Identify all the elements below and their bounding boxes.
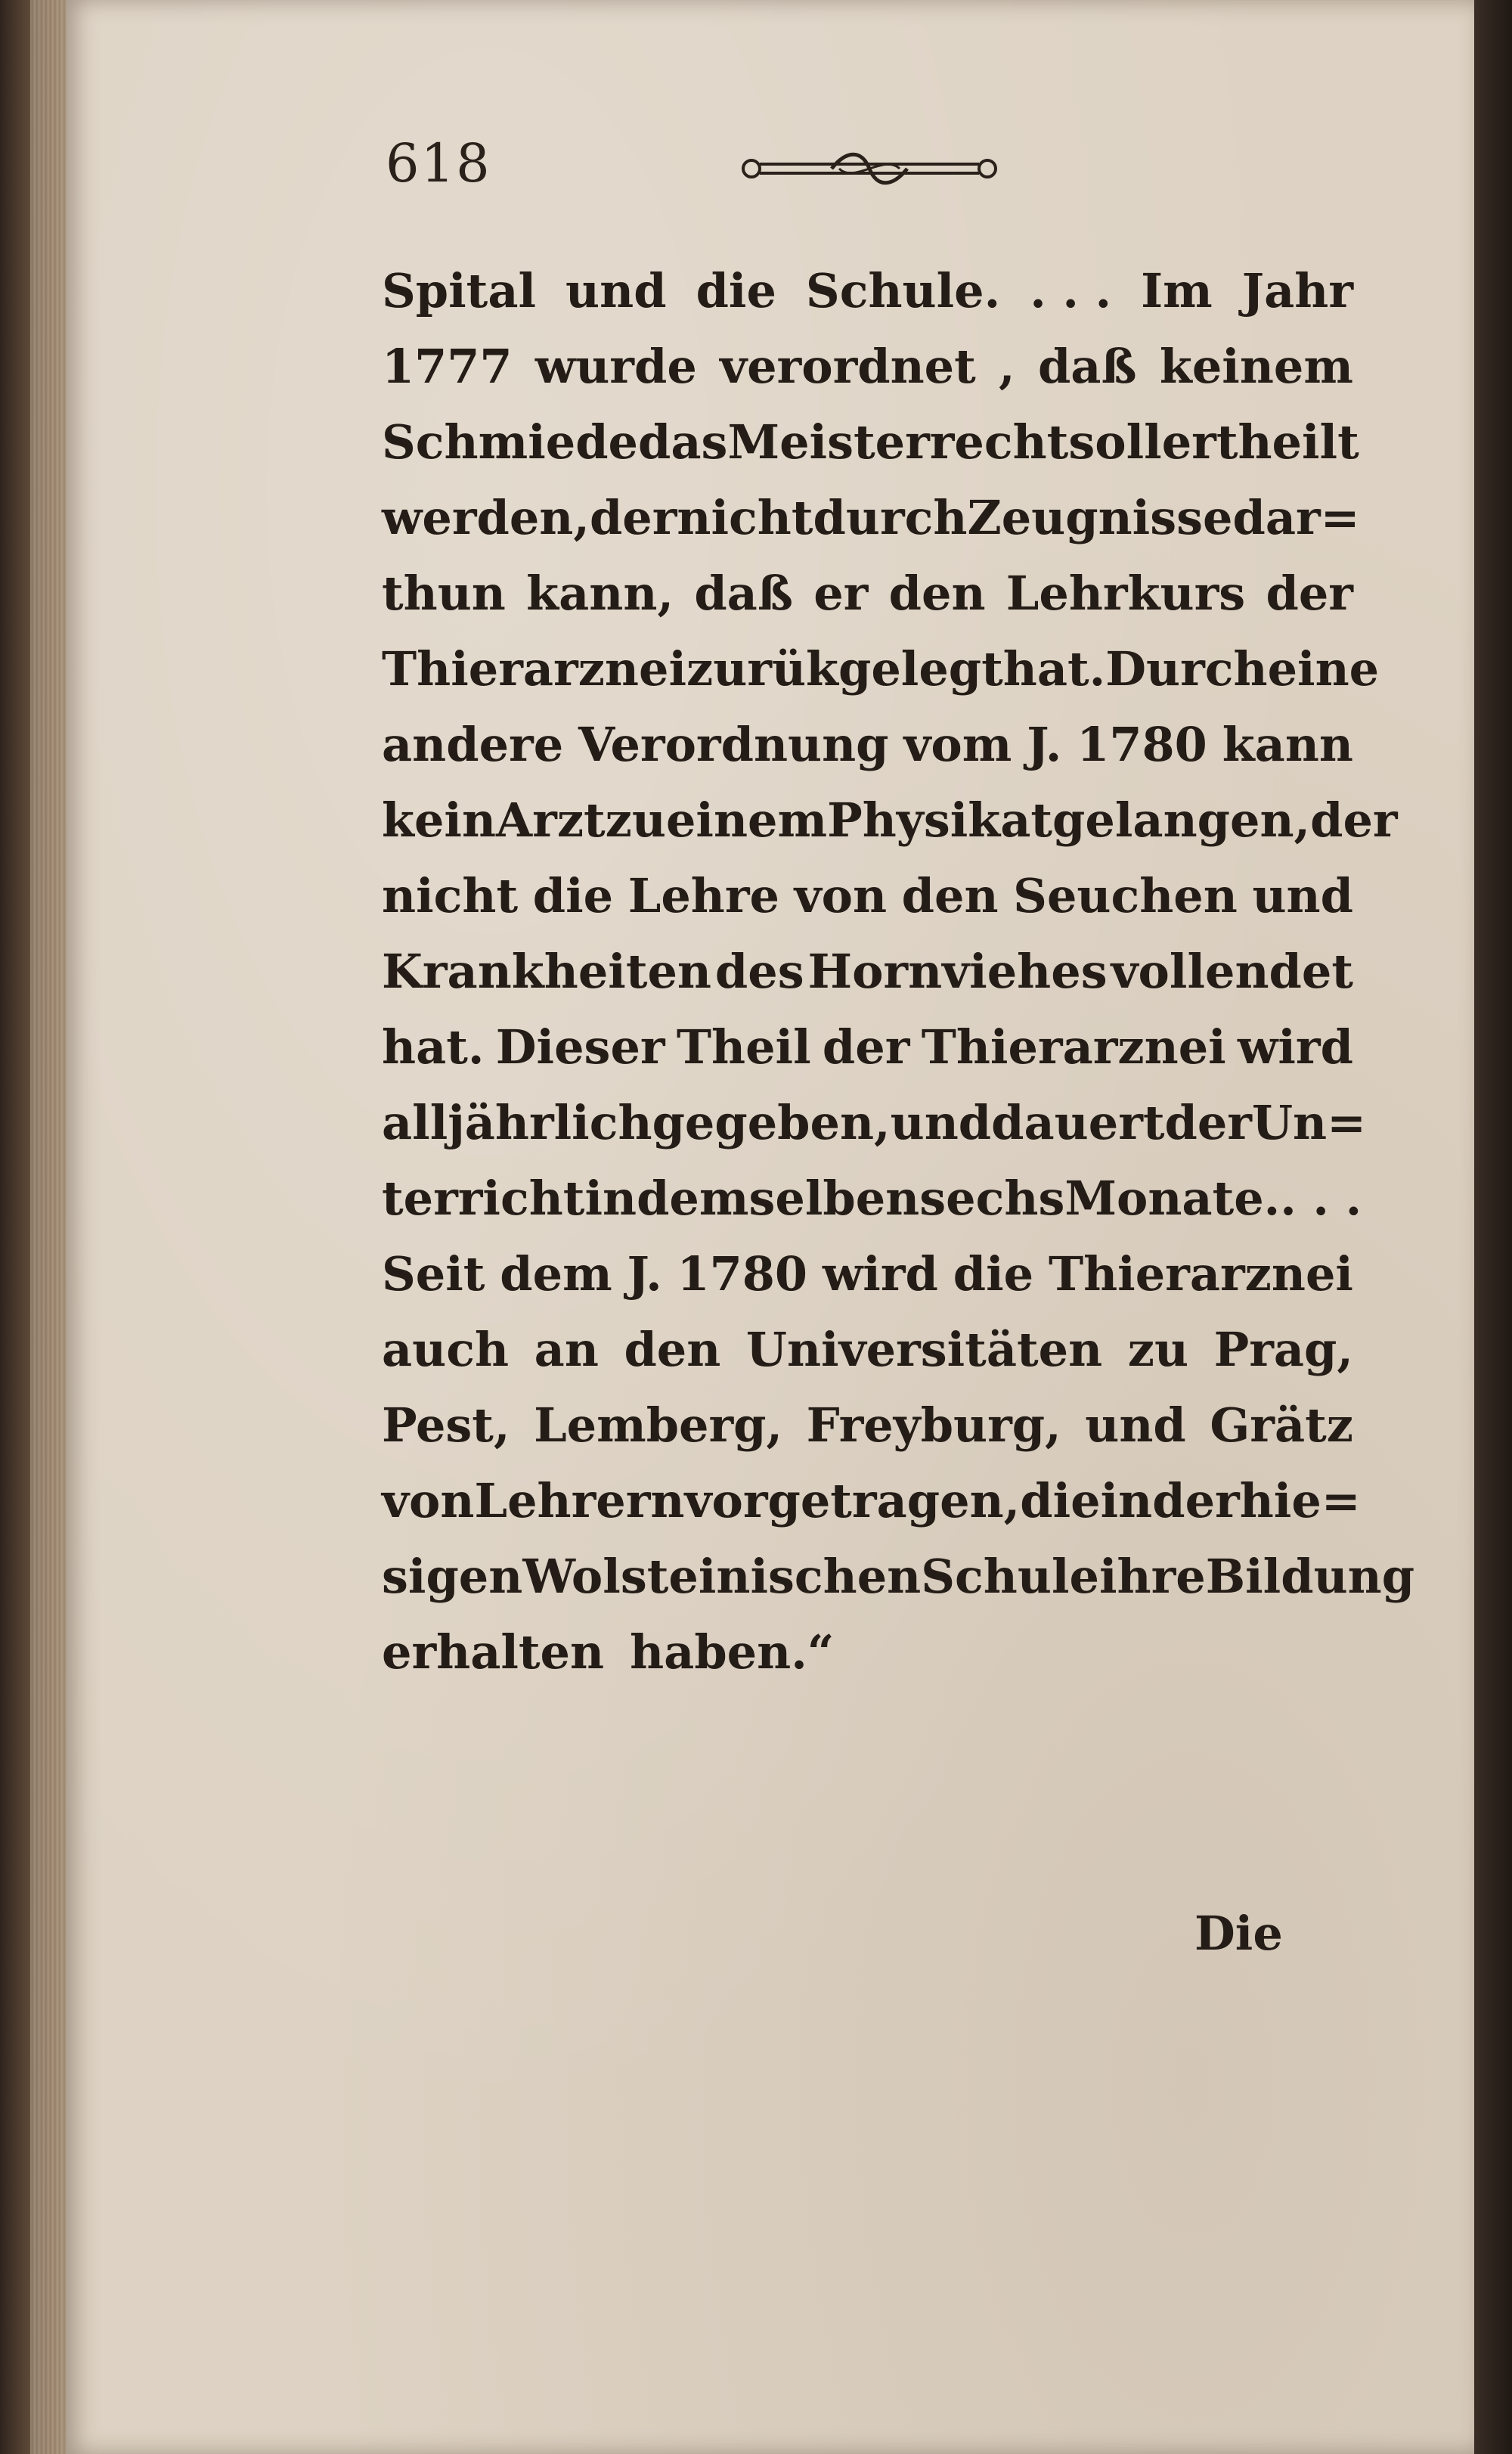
text-word: eine <box>1267 641 1380 696</box>
text-word: nicht <box>382 868 519 923</box>
catchword: Die <box>1194 1906 1283 1961</box>
text-word: verordnet <box>720 339 976 394</box>
text-word: Durch <box>1105 641 1268 696</box>
text-word: Thierarznei <box>382 641 686 696</box>
text-line <box>382 1161 1362 1236</box>
text-word: Lehrern <box>474 1473 685 1528</box>
text-word: Thierarznei <box>921 1019 1226 1075</box>
text-word: Grätz <box>1210 1398 1353 1453</box>
text-word: ertheilt <box>1161 414 1359 470</box>
text-word: Verordnung <box>578 717 889 772</box>
text-line <box>382 1312 1353 1388</box>
text-word: Meisterrecht <box>727 414 1069 470</box>
text-word: Dieser <box>495 1019 665 1075</box>
text-word: kann, <box>526 566 674 621</box>
text-word: Freyburg, <box>806 1398 1061 1453</box>
text-word: , <box>999 339 1015 394</box>
text-word: die <box>532 868 614 923</box>
text-line <box>382 631 1380 707</box>
text-word: zu <box>1127 1322 1189 1377</box>
text-word: Seuchen <box>1013 868 1238 923</box>
text-word: zu <box>605 793 666 848</box>
text-word: einem <box>665 793 828 848</box>
text-line <box>382 1010 1353 1085</box>
text-word: dem <box>500 1246 612 1301</box>
text-line <box>382 1539 1415 1615</box>
text-word: Schule <box>921 1549 1099 1604</box>
text-line <box>382 1236 1353 1312</box>
text-word: und <box>890 1095 992 1150</box>
text-word: werden, <box>382 490 590 545</box>
text-line <box>382 707 1353 783</box>
text-word: Krankheiten <box>382 944 711 999</box>
text-word: und <box>1252 868 1353 923</box>
text-word: soll <box>1068 414 1162 470</box>
text-word: dar= <box>1232 490 1360 545</box>
text-word: Monate. <box>1064 1171 1281 1226</box>
text-word: kein <box>382 793 497 848</box>
text-word: Im <box>1141 263 1213 318</box>
text-word: kann <box>1222 717 1353 772</box>
text-word: der <box>589 490 677 545</box>
text-word: 1780 <box>677 1246 808 1301</box>
text-line <box>382 934 1353 1010</box>
text-word: in <box>1100 1473 1153 1528</box>
text-word: und <box>1085 1398 1186 1453</box>
text-word: der <box>1164 1095 1252 1150</box>
book-cover-edge <box>1474 0 1512 2454</box>
text-word: thun <box>382 566 506 621</box>
text-line <box>382 858 1353 934</box>
text-word: Physikat <box>827 793 1053 848</box>
text-word: das <box>638 414 728 470</box>
text-word: Zeugnisse <box>967 490 1233 545</box>
text-word: alljährlich <box>382 1095 652 1150</box>
text-word: sigen <box>382 1549 523 1604</box>
text-word: Lehrkurs <box>1005 566 1246 621</box>
text-word: J. <box>627 1246 662 1301</box>
text-word: die <box>1020 1473 1101 1528</box>
text-word: der <box>1310 793 1398 848</box>
text-word: gegeben, <box>652 1095 891 1150</box>
text-word: 1777 <box>382 339 513 394</box>
text-word: haben.“ <box>630 1624 835 1680</box>
text-word: Jahr <box>1241 263 1353 318</box>
text-word: der <box>1266 566 1353 621</box>
text-word: ihre <box>1098 1549 1206 1604</box>
text-word: hat. <box>382 1019 485 1075</box>
text-line <box>382 1615 1353 1690</box>
text-word: sechs <box>919 1171 1065 1226</box>
text-line <box>382 405 1359 480</box>
text-word: Pest, <box>382 1398 510 1453</box>
text-word: Thierarznei <box>1048 1246 1353 1301</box>
text-line <box>382 480 1360 556</box>
text-word: an <box>534 1322 599 1377</box>
text-word: zurükgelegt <box>686 641 1003 696</box>
text-line <box>382 1085 1367 1161</box>
text-word: und <box>565 263 667 318</box>
text-word: hie= <box>1239 1473 1361 1528</box>
text-word: andere <box>382 717 564 772</box>
text-word: der <box>1152 1473 1240 1528</box>
text-word: demselben <box>637 1171 920 1226</box>
text-word: wird <box>822 1246 938 1301</box>
text-word: . . . <box>1030 263 1112 318</box>
text-word: J. <box>1027 717 1062 772</box>
ornament-divider <box>741 146 998 191</box>
text-word: Wolsteinischen <box>522 1549 922 1604</box>
text-word: Bildung <box>1205 1549 1415 1604</box>
text-word: nicht <box>677 490 813 545</box>
text-word: er <box>813 566 869 621</box>
text-line <box>382 1388 1353 1463</box>
text-word: des <box>714 944 804 999</box>
text-word: daß <box>1037 339 1137 394</box>
text-line <box>382 556 1353 631</box>
text-word: Theil <box>676 1019 811 1075</box>
text-word: von <box>382 1473 475 1528</box>
text-word: 1780 <box>1077 717 1207 772</box>
text-word: daß <box>694 566 793 621</box>
text-word: Spital <box>382 263 537 318</box>
text-line <box>382 253 1353 329</box>
text-word: gelangen, <box>1052 793 1311 848</box>
text-word: Prag, <box>1213 1322 1353 1377</box>
text-line <box>382 1463 1361 1539</box>
text-word: keinem <box>1159 339 1353 394</box>
text-word: auch <box>382 1322 510 1377</box>
text-word: Lehre <box>627 868 779 923</box>
page-number: 618 <box>386 132 491 194</box>
text-word: den <box>888 566 986 621</box>
text-word: dauert <box>991 1095 1165 1150</box>
text-word: von <box>794 868 888 923</box>
text-line <box>382 329 1353 405</box>
text-line <box>382 783 1398 858</box>
text-word: in <box>584 1171 637 1226</box>
text-word: wird <box>1237 1019 1353 1075</box>
text-word: Un= <box>1251 1095 1367 1150</box>
text-word: den <box>624 1322 721 1377</box>
text-word: die <box>696 263 776 318</box>
text-word: die <box>953 1246 1034 1301</box>
text-word: Lemberg, <box>534 1398 783 1453</box>
text-word: vorgetragen, <box>684 1473 1021 1528</box>
text-word: Schule. <box>805 263 1001 318</box>
text-word: hat. <box>1002 641 1106 696</box>
text-word: vollendet <box>1111 944 1353 999</box>
text-word: vom <box>903 717 1012 772</box>
body-text <box>382 253 1415 1690</box>
text-word: den <box>901 868 999 923</box>
page-header <box>386 132 990 200</box>
text-word: terricht <box>382 1171 585 1226</box>
text-word: . . . <box>1280 1171 1362 1226</box>
text-word: der <box>822 1019 910 1075</box>
text-word: Schmiede <box>382 414 639 470</box>
text-word: Seit <box>382 1246 485 1301</box>
text-word: Universitäten <box>745 1322 1103 1377</box>
text-word: Hornviehes <box>807 944 1108 999</box>
text-word: wurde <box>534 339 697 394</box>
text-word: erhalten <box>382 1624 605 1680</box>
text-word: durch <box>813 490 968 545</box>
text-word: Arzt <box>496 793 606 848</box>
